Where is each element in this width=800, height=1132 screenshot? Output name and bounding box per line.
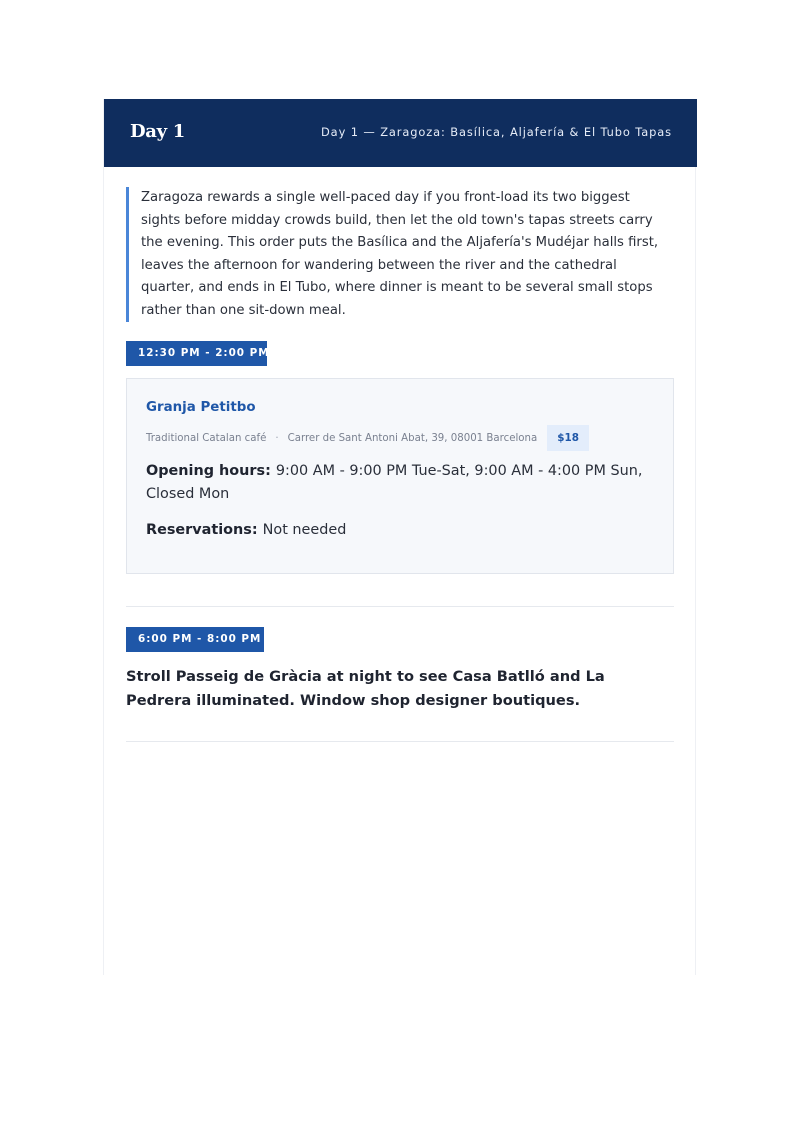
day-header <box>104 99 697 167</box>
day-subtitle: Day 1 — Zaragoza: Basílica, Aljafería & El Tubo Tapas <box>321 125 672 139</box>
divider <box>126 741 674 742</box>
day-label: Day 1 <box>130 121 186 142</box>
day-card <box>103 99 696 975</box>
intro-paragraph: Zaragoza rewards a single well-paced day if you front-load its two biggest sights before midday crowds build, then let the old town's tapas streets carry the evening. This order puts the Basílica and the Aljafería's Mudéjar halls first, leaves the afternoon for wandering between the river and the cathedral quarter, and ends in El Tubo, where dinner is meant to be several small stops rather than one sit-down meal. <box>126 187 668 322</box>
reservations-value: Not needed <box>262 522 347 538</box>
opening-hours-value: 9:00 AM - 9:00 PM Tue-Sat, 9:00 AM - 4:00 PM Sun, Closed Mon <box>146 463 643 502</box>
reservations-label: Reservations: <box>146 522 263 538</box>
meta-separator: · <box>275 432 279 444</box>
time-badge: 6:00 PM - 8:00 PM <box>126 627 264 652</box>
venue-address: Carrer de Sant Antoni Abat, 39, 08001 Barcelona <box>287 432 538 444</box>
activity-description: Stroll Passeig de Gràcia at night to see Casa Batlló and La Pedrera illuminated. Window shop designer boutiques. <box>126 668 605 709</box>
opening-hours-label: Opening hours: <box>146 463 276 479</box>
time-badge: 12:30 PM - 2:00 PM <box>126 341 267 366</box>
venue-category: Traditional Catalan café <box>146 432 267 444</box>
opening-hours <box>146 460 646 506</box>
divider <box>126 606 674 607</box>
venue-card <box>126 378 674 574</box>
reservations <box>146 519 646 542</box>
price-badge: $18 <box>547 425 589 451</box>
venue-meta <box>146 425 589 451</box>
venue-name-link[interactable]: Granja Petitbo <box>146 400 256 415</box>
